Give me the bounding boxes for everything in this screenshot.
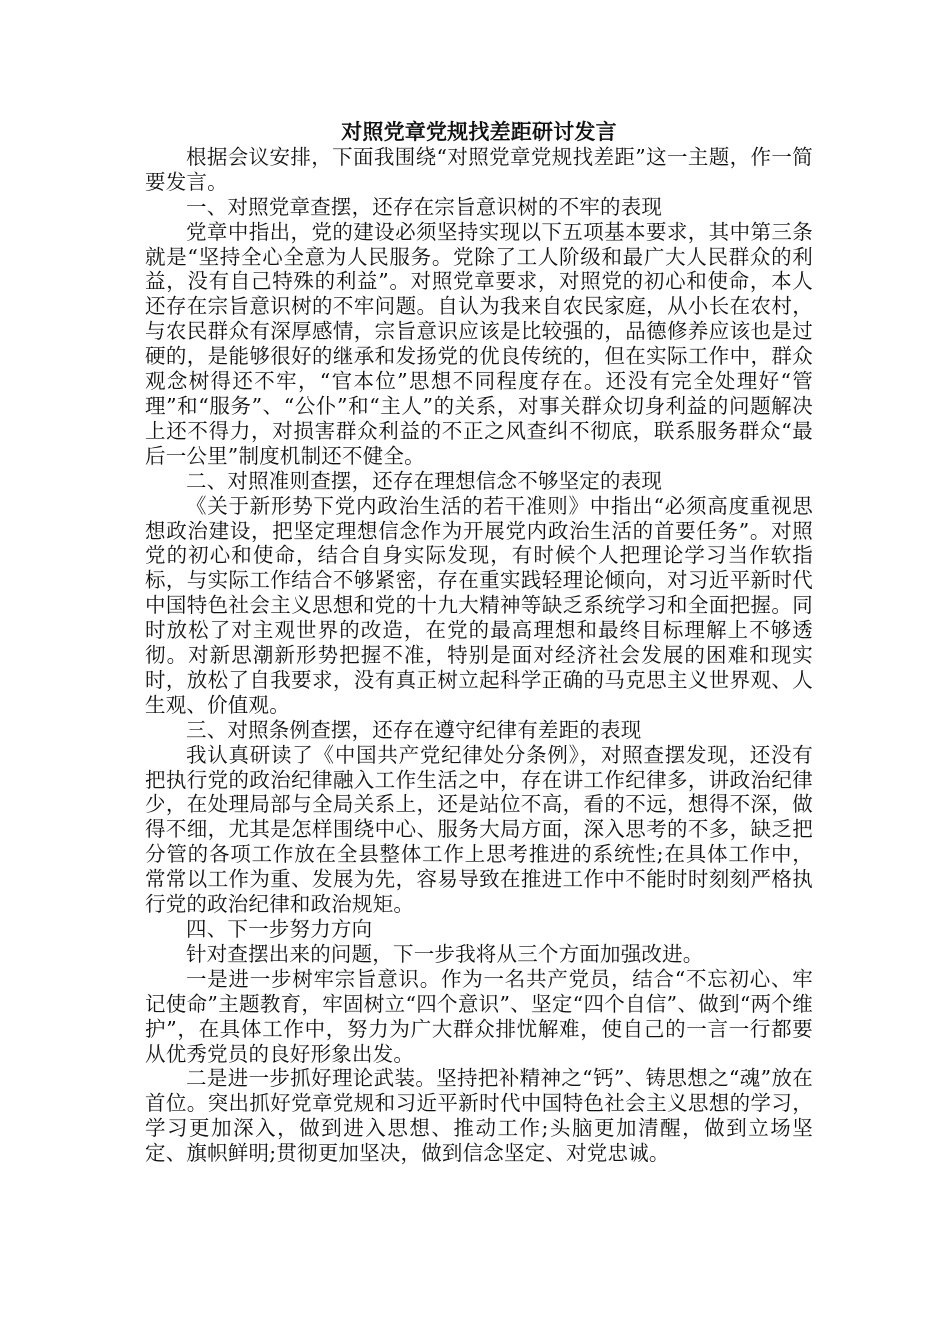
document-page [145,120,813,1166]
section-heading-2: 二、对照准则查摆，还存在理想信念不够坚定的表现 [186,468,663,493]
section-heading-1: 一、对照党章查摆，还存在宗旨意识树的不牢的表现 [186,194,663,219]
section-heading-3: 三、对照条例查摆，还存在遵守纪律有差距的表现 [186,717,642,742]
improvement-item-1: 一是进一步树牢宗旨意识。作为一名共产党员，结合“不忘初心、牢记使命”主题教育，牢固树立“四个意识”、坚定“四个自信”、做到“两个维护”，在具体工作中，努力为广大群众排忧解难，使自己的一言一行都要从优秀党员的良好形象出发。 [145,966,813,1066]
section-heading-4: 四、下一步努力方向 [186,917,373,941]
section-body-3: 我认真研读了《中国共产党纪律处分条例》，对照查摆发现，还没有把执行党的政治纪律融入工作生活之中，存在讲工作纪律多，讲政治纪律少，在处理局部与全局关系上，还是站位不高，看的不远，想得不深，做得不细，尤其是怎样围绕中心、服务大局方面，深入思考的不多，缺乏把分管的各项工作放在全县整体工作上思考推进的系统性;在具体工作中，常常以工作为重、发展为先，容易导致在推进工作中不能时时刻刻严格执行党的政治纪律和政治规矩。 [145,742,813,917]
improvement-item-2: 二是进一步抓好理论武装。坚持把补精神之“钙”、铸思想之“魂”放在首位。突出抓好党章党规和习近平新时代中国特色社会主义思想的学习，学习更加深入，做到进入思想、推动工作;头脑更加清醒，做到立场坚定、旗帜鲜明;贯彻更加坚决，做到信念坚定、对党忠诚。 [145,1066,813,1166]
section-body-1: 党章中指出，党的建设必须坚持实现以下五项基本要求，其中第三条就是“坚持全心全意为人民服务。党除了工人阶级和最广大人民群众的利益，没有自己特殊的利益”。对照党章要求，对照党的初心和使命，本人还存在宗旨意识树的不牢问题。自认为我来自农民家庭，从小长在农村，与农民群众有深厚感情，宗旨意识应该是比较强的，品德修养应该也是过硬的，是能够很好的继承和发扬党的优良传统的，但在实际工作中，群众观念树得还不牢，“官本位”思想不同程度存在。还没有完全处理好“管理”和“服务”、“公仆”和“主人”的关系，对事关群众切身利益的问题解决上还不得力，对损害群众利益的不正之风查纠不彻底，联系服务群众“最后一公里”制度机制还不健全。 [145,219,813,468]
intro-paragraph: 根据会议安排，下面我围绕“对照党章党规找差距”这一主题，作一简要发言。 [145,144,813,194]
section-body-4: 针对查摆出来的问题，下一步我将从三个方面加强改进。 [186,941,704,966]
section-body-2: 《关于新形势下党内政治生活的若干准则》中指出“必须高度重视思想政治建设，把坚定理想信念作为开展党内政治生活的首要任务”。对照党的初心和使命，结合自身实际发现，有时候个人把理论学习当作软指标，与实际工作结合不够紧密，存在重实践轻理论倾向，对习近平新时代中国特色社会主义思想和党的十九大精神等缺乏系统学习和全面把握。同时放松了对主观世界的改造，在党的最高理想和最终目标理解上不够透彻。对新思潮新形势把握不准，特别是面对经济社会发展的困难和现实时，放松了自我要求，没有真正树立起科学正确的马克思主义世界观、人生观、价值观。 [145,493,813,717]
document-title: 对照党章党规找差距研讨发言 [341,119,617,144]
